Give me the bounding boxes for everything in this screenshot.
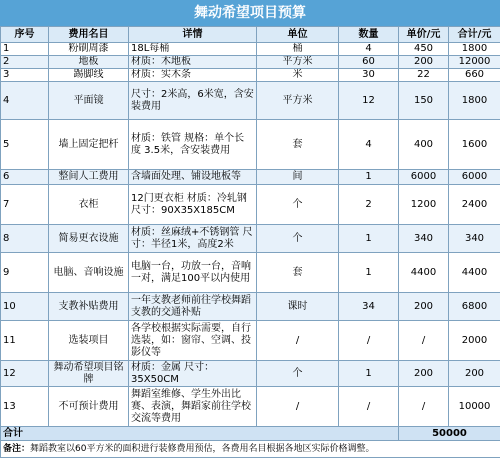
cell-detail: 材质：丝麻绒+不锈钢管 尺寸：半径1米，高度2米 — [129, 225, 257, 253]
cell-price: 6000 — [399, 170, 449, 185]
cell-qty: 12 — [339, 82, 399, 120]
cell-name: 粉刷周漆 — [49, 43, 129, 56]
cell-price: / — [399, 321, 449, 361]
cell-no: 8 — [1, 225, 49, 253]
cell-no: 2 — [1, 56, 49, 69]
cell-detail: 18L每桶 — [129, 43, 257, 56]
cell-price: 4400 — [399, 253, 449, 293]
table-row — [1, 361, 500, 387]
cell-price: 1200 — [399, 185, 449, 225]
cell-price: 450 — [399, 43, 449, 56]
header-price: 单价/元 — [399, 27, 449, 43]
cell-unit: 米 — [257, 69, 339, 82]
summary-label: 合计 — [1, 427, 399, 441]
cell-total: 660 — [449, 69, 500, 82]
header-unit: 单位 — [257, 27, 339, 43]
cell-name: 支教补贴费用 — [49, 293, 129, 321]
cell-detail: 各学校根据实际需要，自行选装，如：窗帘、空调、投影仪等 — [129, 321, 257, 361]
cell-detail: 材质：金属 尺寸：35X50CM — [129, 361, 257, 387]
header-total: 合计/元 — [449, 27, 500, 43]
cell-name: 选装项目 — [49, 321, 129, 361]
cell-no: 9 — [1, 253, 49, 293]
cell-unit: 个 — [257, 225, 339, 253]
cell-total: 1800 — [449, 43, 500, 56]
cell-detail: 舞蹈室维修、学生外出比赛、表演，舞蹈家前往学校交流等费用 — [129, 387, 257, 427]
cell-qty: 2 — [339, 185, 399, 225]
cell-no: 3 — [1, 69, 49, 82]
cell-qty: / — [339, 387, 399, 427]
cell-no: 6 — [1, 170, 49, 185]
cell-total: 10000 — [449, 387, 500, 427]
table-row — [1, 69, 500, 82]
cell-total: 12000 — [449, 56, 500, 69]
header-detail: 详情 — [129, 27, 257, 43]
cell-detail: 12门更衣柜 材质：冷轧钢 尺寸：90X35X185CM — [129, 185, 257, 225]
cell-unit: 套 — [257, 253, 339, 293]
table-row — [1, 225, 500, 253]
cell-detail: 尺寸：2米高，6米宽，含安装费用 — [129, 82, 257, 120]
note-cell — [1, 441, 500, 458]
header-qty: 数量 — [339, 27, 399, 43]
cell-detail: 材质：木地板 — [129, 56, 257, 69]
sheet-title: 舞动希望项目预算 — [0, 0, 500, 26]
cell-qty: 1 — [339, 253, 399, 293]
cell-no: 10 — [1, 293, 49, 321]
table-row — [1, 43, 500, 56]
cell-unit: 平方米 — [257, 82, 339, 120]
cell-qty: 1 — [339, 170, 399, 185]
cell-price: 200 — [399, 361, 449, 387]
cell-total: 340 — [449, 225, 500, 253]
cell-name: 不可预计费用 — [49, 387, 129, 427]
cell-qty: 60 — [339, 56, 399, 69]
cell-detail: 电脑一台，功放一台，音响一对，满足100平以内使用 — [129, 253, 257, 293]
cell-unit: 间 — [257, 170, 339, 185]
table-row — [1, 120, 500, 170]
cell-price: 200 — [399, 293, 449, 321]
table-row — [1, 253, 500, 293]
summary-total: 50000 — [399, 427, 500, 441]
table-row — [1, 387, 500, 427]
cell-qty: 34 — [339, 293, 399, 321]
cell-unit: 个 — [257, 185, 339, 225]
cell-total: 6000 — [449, 170, 500, 185]
note-label: 备注： — [3, 444, 31, 454]
cell-name: 舞动希望项目铭牌 — [49, 361, 129, 387]
cell-name: 地板 — [49, 56, 129, 69]
cell-total: 6800 — [449, 293, 500, 321]
cell-name: 踢脚线 — [49, 69, 129, 82]
cell-no: 11 — [1, 321, 49, 361]
cell-no: 12 — [1, 361, 49, 387]
cell-price: 150 — [399, 82, 449, 120]
cell-unit: 平方米 — [257, 56, 339, 69]
cell-unit: 桶 — [257, 43, 339, 56]
summary-row — [1, 427, 500, 441]
cell-price: / — [399, 387, 449, 427]
cell-total: 2000 — [449, 321, 500, 361]
cell-detail: 一年支教老师前往学校舞蹈支教的交通补贴 — [129, 293, 257, 321]
cell-price: 340 — [399, 225, 449, 253]
header-no: 序号 — [1, 27, 49, 43]
cell-detail: 材质：铁管 规格：单个长度 3.5米，含安装费用 — [129, 120, 257, 170]
cell-price: 400 — [399, 120, 449, 170]
cell-name: 衣柜 — [49, 185, 129, 225]
cell-total: 2400 — [449, 185, 500, 225]
header-row — [1, 27, 500, 43]
note-text: 舞蹈教室以60平方米的面积进行装修费用预估，各费用名目根据各地区实际价格调整。 — [30, 444, 375, 454]
table-row — [1, 185, 500, 225]
cell-name: 简易更衣设施 — [49, 225, 129, 253]
cell-total: 1800 — [449, 82, 500, 120]
cell-total: 200 — [449, 361, 500, 387]
cell-name: 整间人工费用 — [49, 170, 129, 185]
cell-unit: 套 — [257, 120, 339, 170]
cell-unit: / — [257, 321, 339, 361]
cell-no: 7 — [1, 185, 49, 225]
cell-name: 电脑、音响设施 — [49, 253, 129, 293]
table-row — [1, 170, 500, 185]
cell-unit: 课时 — [257, 293, 339, 321]
cell-name: 墙上固定把杆 — [49, 120, 129, 170]
cell-detail: 材质：实木条 — [129, 69, 257, 82]
cell-detail: 含墙面处理、铺设地板等 — [129, 170, 257, 185]
cell-qty: 4 — [339, 43, 399, 56]
table-row — [1, 293, 500, 321]
note-row — [1, 441, 500, 458]
cell-qty: 1 — [339, 225, 399, 253]
table-row — [1, 56, 500, 69]
cell-qty: 4 — [339, 120, 399, 170]
cell-no: 5 — [1, 120, 49, 170]
cell-no: 4 — [1, 82, 49, 120]
cell-qty: / — [339, 321, 399, 361]
table-row — [1, 321, 500, 361]
cell-no: 1 — [1, 43, 49, 56]
cell-price: 22 — [399, 69, 449, 82]
cell-qty: 1 — [339, 361, 399, 387]
cell-name: 平面镜 — [49, 82, 129, 120]
cell-unit: 个 — [257, 361, 339, 387]
cell-total: 4400 — [449, 253, 500, 293]
cell-qty: 30 — [339, 69, 399, 82]
budget-table — [0, 26, 500, 458]
cell-price: 200 — [399, 56, 449, 69]
table-row — [1, 82, 500, 120]
cell-unit: / — [257, 387, 339, 427]
header-name: 费用名目 — [49, 27, 129, 43]
cell-no: 13 — [1, 387, 49, 427]
cell-total: 1600 — [449, 120, 500, 170]
